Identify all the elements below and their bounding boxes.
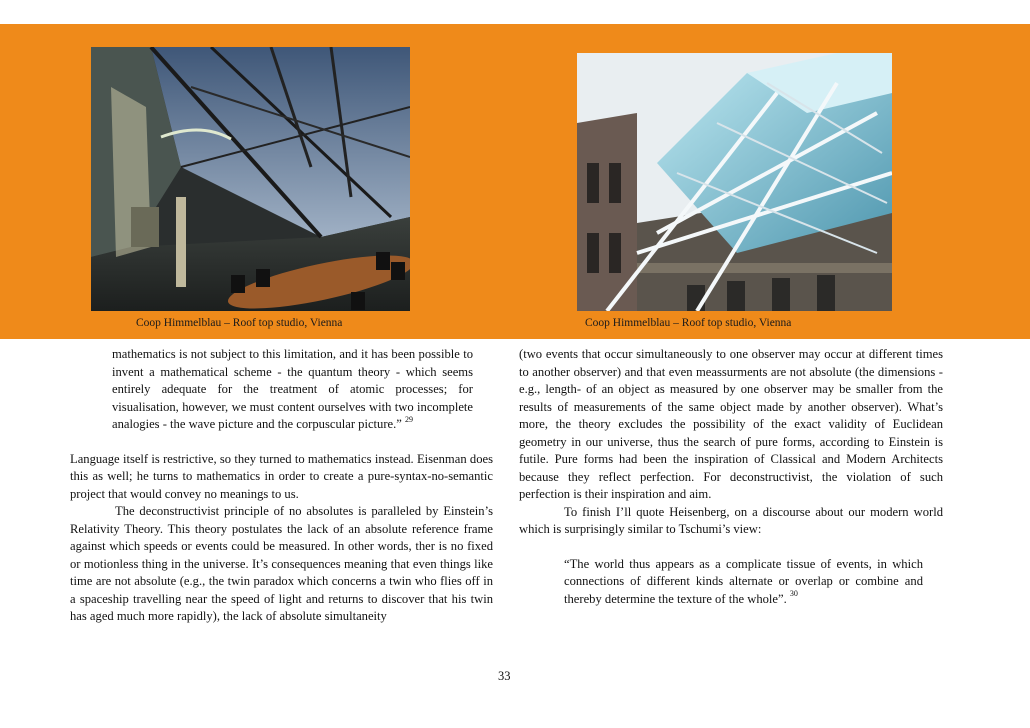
rooftop-studio-interior-photo xyxy=(91,47,410,311)
rooftop-studio-exterior-illustration xyxy=(577,53,892,311)
heisenberg-quote-block xyxy=(519,556,943,609)
paragraph-language: Language itself is restrictive, so they turned to mathematics instead. Eisenman does this as well; he turns to mathematics in order to create a pure-syntax-no-semantic project that would convey no meanings to us. xyxy=(70,451,493,501)
paragraph-relativity: The deconstructivist principle of no absolutes is paralleled by Einstein’s Relativity Theory. This theory postulates the lack of an absolute reference frame against which speeds or events could be measured. In other words, ther is no fixed or motionless thing in the universe. It’s consequences meaning that even things like time are not absolute (e.g., the twin paradox which concerns a twin who flies off in a spaceship travelling near the speed of light and returns to discover that his twin has aged much more rapidly), the lack of absolute simultaneity xyxy=(70,504,493,623)
left-photo-caption: Coop Himmelblau – Roof top studio, Vienna xyxy=(136,317,343,329)
footnote-30: 30 xyxy=(789,589,798,599)
quote-text: mathematics is not subject to this limitation, and it has been possible to invent a mathematical scheme - the quantum theory - which seems entirely adequate for the treatment of atomic processes; for visualisation, however, we must content ourselves with two incomplete analogies - the wave picture and the corpuscular picture.” xyxy=(112,347,473,431)
left-text-column xyxy=(70,346,493,626)
page-number: 33 xyxy=(498,669,511,683)
rooftop-studio-interior-illustration xyxy=(91,47,410,311)
right-text-column xyxy=(519,346,943,608)
einstein-quote-block xyxy=(70,346,493,434)
rooftop-studio-exterior-photo xyxy=(577,53,892,311)
paragraph-simultaneity: (two events that occur simultaneously to one observer may occur at different times to another observer) and that even meassurments are not absolute (the dimensions -e.g., length- of an object as measured by one observer may be smaller from the results of measurements of the same object made by another observer). What’s more, the theory excludes the possibility of the exact validity of Euclidean geometry in our universe, thus the search of pure forms, according to Einstein is futile. Pure forms had been the inspiration of Classical and Modern Architects because they reflect perfection. For deconstructivist, the violation of such perfection is their inspiration and aim. xyxy=(519,347,943,501)
right-photo-caption: Coop Himmelblau – Roof top studio, Vienna xyxy=(585,317,792,329)
paragraph-heisenberg-intro: To finish I’ll quote Heisenberg, on a discourse about our modern world which is surprisingly similar to Tschumi’s view: xyxy=(519,504,943,536)
footnote-29: 29 xyxy=(405,414,414,424)
quote-text: “The world thus appears as a complicate tissue of events, in which connections of different kinds alternate or overlap or combine and thereby determine the texture of the whole”. xyxy=(564,556,923,606)
